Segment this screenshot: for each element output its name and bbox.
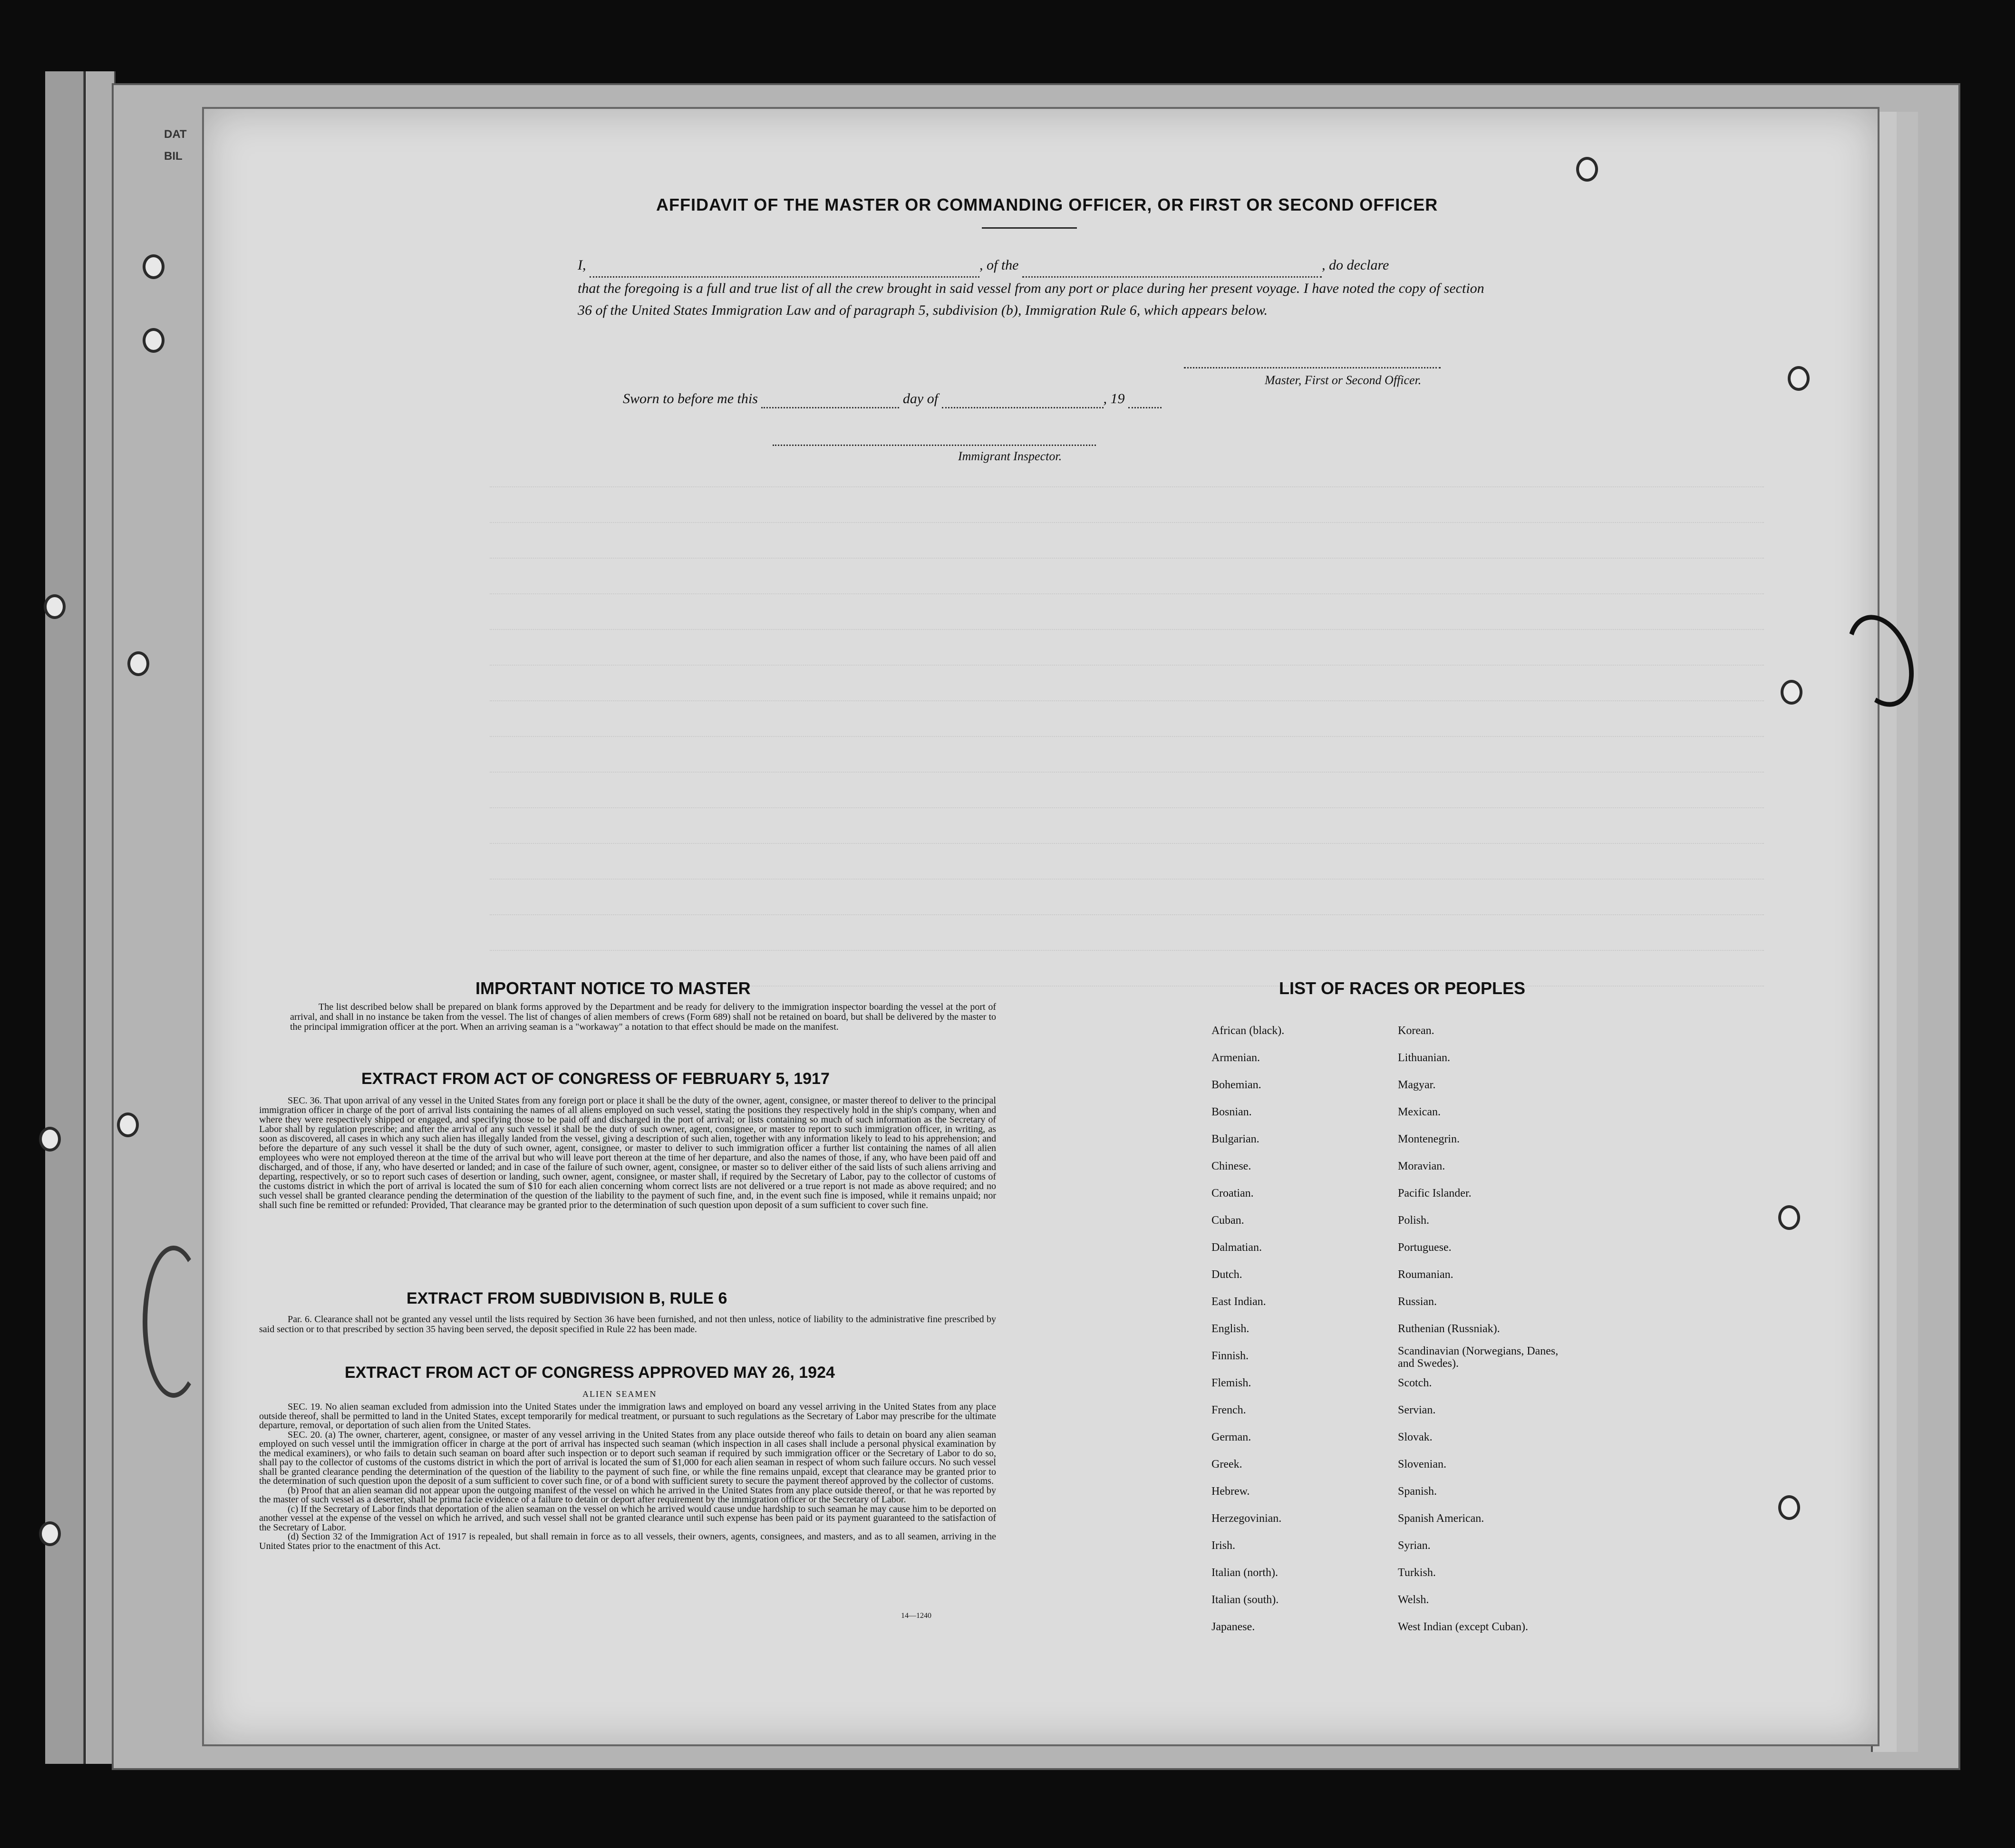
race-left-item: Armenian. <box>1211 1052 1260 1064</box>
master-signature-field[interactable] <box>1184 367 1441 368</box>
binder-hole-icon <box>143 254 165 279</box>
underlying-sheet-header: DAT BIL <box>164 128 187 163</box>
extract-1924-text <box>259 1403 996 1551</box>
race-left-item: Japanese. <box>1211 1621 1255 1633</box>
day-of-label: day of <box>902 391 939 406</box>
race-right-item: Slovak. <box>1398 1431 1433 1443</box>
of-the-label: , of the <box>979 257 1019 273</box>
race-right-item: Scandinavian (Norwegians, Danes, and Swedes). <box>1398 1345 1559 1370</box>
sec20c-paragraph: (c) If the Secretary of Labor finds that deportation of the alien seaman on the vessel on which he arrived would cause undue hardship to such seaman he may cause him to be deported on another vessel at the expense of the vessel on which he arrived, and such vessel shall not be granted clearance until such expense has been paid or its payment guaranteed to the satisfaction of the Secretary of Labor. <box>259 1503 996 1533</box>
race-right-item: Pacific Islander. <box>1398 1187 1472 1200</box>
title-rule <box>982 227 1077 229</box>
sec20a-paragraph: SEC. 20. (a) The owner, charterer, agent, consignee, or master of any vessel arriving in the United States from any place outside thereof who fails to detain on board any alien seaman employed on such vessel until the immigration officer in charge at the port of arrival has inspected such seaman (which inspection in all cases shall include a personal physical examination by the medical examiners), or who fails to detain such seaman on board after such inspection or to deport such seaman if required by such immigration officer or the Secretary of Labor to do so, shall pay to the collector of customs of the customs district in which the port of arrival is located the sum of $1,000 for each alien seaman in respect of whom such failure occurs. No such vessel shall be granted clearance pending the determination of the question of the liability to the payment of such fine, or while the fine remains unpaid, except that clearance may be granted prior to the determination of such question upon the deposit of a sum sufficient to cover such fine, or of a bond with sufficient surety to secure the payment thereof approved by the collector of customs. <box>259 1429 996 1486</box>
officer-name-field[interactable] <box>590 254 979 278</box>
race-left-item: Cuban. <box>1211 1214 1244 1227</box>
race-left-item: Italian (south). <box>1211 1594 1279 1606</box>
race-left-item: Herzegovinian. <box>1211 1512 1282 1525</box>
binder-hole-icon <box>1778 1205 1800 1230</box>
race-left-item: Dutch. <box>1211 1268 1242 1281</box>
master-signature-label: Master, First or Second Officer. <box>1265 373 1422 387</box>
binder-hole-icon <box>1576 157 1598 182</box>
binder-hole-icon <box>1778 1495 1800 1520</box>
races-title: LIST OF RACES OR PEOPLES <box>1279 978 1526 998</box>
binder-hole-icon <box>127 651 149 676</box>
race-left-item: English. <box>1211 1323 1250 1335</box>
binder-hole-icon <box>117 1113 139 1137</box>
race-right-item: Lithuanian. <box>1398 1052 1450 1064</box>
binder-hole-icon <box>39 1127 61 1151</box>
race-left-item: Bosnian. <box>1211 1106 1252 1118</box>
inspector-signature-field[interactable] <box>773 445 1096 446</box>
race-right-item: Welsh. <box>1398 1594 1429 1606</box>
affidavit-declaration <box>578 254 1486 321</box>
race-left-item: Hebrew. <box>1211 1485 1250 1498</box>
race-right-item: Servian. <box>1398 1404 1436 1416</box>
binder-hole-icon <box>1788 366 1810 391</box>
race-right-item: Spanish. <box>1398 1485 1437 1498</box>
affidavit-title: AFFIDAVIT OF THE MASTER OR COMMANDING OFFICER, OR FIRST OR SECOND OFFICER <box>656 195 1438 214</box>
race-right-item: Magyar. <box>1398 1079 1436 1091</box>
sec19-paragraph: SEC. 19. No alien seaman excluded from admission into the United States under the immigration laws and employed on board any vessel arriving in the United States from any place outside thereof, shall be permitted to land in the United States, except temporarily for medical treatment, or pursuant to such regulations as the Secretary of Labor may prescribe for the ultimate departure, removal, or deportation of such alien from the United States. <box>259 1402 996 1431</box>
sworn-statement-line <box>623 391 1162 408</box>
affidavit-first-line <box>578 254 1486 278</box>
left-page-edge-2 <box>86 71 116 1764</box>
alien-seamen-subtitle: ALIEN SEAMEN <box>582 1389 657 1399</box>
sworn-year-field[interactable] <box>1128 391 1162 408</box>
i-label: I, <box>578 257 586 273</box>
race-right-item: Turkish. <box>1398 1567 1436 1579</box>
affidavit-body-text: that the foregoing is a full and true list of all the crew brought in said vessel from any port or place during her present voyage. I have noted the copy of section 36 of the United States Immigration Law and of paragraph 5, subdivision (b), Immigration Rule 6, which appears below. <box>578 281 1484 318</box>
race-left-item: Bohemian. <box>1211 1079 1261 1091</box>
sworn-day-field[interactable] <box>761 391 899 408</box>
race-left-item: French. <box>1211 1404 1246 1416</box>
race-left-item: African (black). <box>1211 1025 1285 1037</box>
notice-title: IMPORTANT NOTICE TO MASTER <box>475 978 751 998</box>
race-left-item: Finnish. <box>1211 1350 1249 1362</box>
binder-hole-icon <box>39 1521 61 1546</box>
race-right-item: Syrian. <box>1398 1539 1431 1552</box>
race-right-item: Portuguese. <box>1398 1241 1452 1254</box>
sworn-month-field[interactable] <box>942 391 1104 408</box>
race-left-item: Greek. <box>1211 1458 1242 1471</box>
year-label: , 19 <box>1103 391 1125 406</box>
race-right-item: Montenegrin. <box>1398 1133 1460 1145</box>
race-right-item: Russian. <box>1398 1296 1437 1308</box>
sec20b-paragraph: (b) Proof that an alien seaman did not appear upon the outgoing manifest of the vessel on which he arrived in the United States from any place outside thereof, or that he was reported by the master of such vessel as a deserter, shall be prima facie evidence of a failure to detain or deport after requirement by the immigration officer or the Secretary of Labor. <box>259 1485 996 1505</box>
left-page-edge-1 <box>45 71 85 1764</box>
form-code: 14—1240 <box>901 1612 931 1620</box>
binder-hole-icon <box>143 328 165 353</box>
race-left-item: Irish. <box>1211 1539 1235 1552</box>
right-page-edge-2 <box>1895 112 1918 1752</box>
extract-1917-text: SEC. 36. That upon arrival of any vessel in the United States from any foreign port or place it shall be the duty of the owner, agent, consignee, or master thereof to deliver to the principal immigration officer in charge of the port of arrival lists containing the names of all aliens employed on such vessel, stating the positions they respectively hold in the ship's company, when and where they were respectively shipped or engaged, and specifying those to be paid off and discharged in the port of arrival; or lists containing so much of such information as the Secretary of Labor shall by regulation prescribe; and after the arrival of any such vessel it shall be the duty of such owner, agent, consignee, or master to report to such immigration officer, in writing, as soon as discovered, all cases in which any such alien has illegally landed from the vessel, giving a description of such alien, together with any information likely to lead to his apprehension; and before the departure of any such vessel it shall be the duty of such owner, agent, consignee, or master to deliver to such immigration officer a further list containing the names of all alien employees who were not employed thereon at the time of the arrival but who will leave port thereon at the time of her departure, and also the names of those, if any, who have been paid off and discharged, and of those, if any, who have deserted or landed; and in case of the failure of such owner, agent, consignee, or master so to deliver either of the said lists of such aliens arriving and departing, respectively, or so to report such cases of desertion or landing, such owner, agent, consignee, or master shall, if required by the Secretary of Labor, pay to the collector of customs of the customs district in which the port of arrival is located the sum of $10 for each alien concerning whom correct lists are not delivered or a true report is not made as above required; and no such vessel shall be granted clearance pending the determination of the question of the liability to the payment of such fine, and, in the event such fine is imposed, while it remains unpaid; nor shall such fine be remitted or refunded: Provided, That clearance may be granted prior to the determination of such question upon deposit of a sum sufficient to cover such fine. <box>259 1095 996 1210</box>
race-left-item: German. <box>1211 1431 1251 1443</box>
vessel-name-field[interactable] <box>1022 254 1322 278</box>
do-declare-label: , do declare <box>1322 257 1389 273</box>
race-right-item: Moravian. <box>1398 1160 1445 1172</box>
race-right-item: West Indian (except Cuban). <box>1398 1621 1528 1633</box>
race-left-item: Flemish. <box>1211 1377 1251 1389</box>
race-right-item: Spanish American. <box>1398 1512 1484 1525</box>
race-right-item: Mexican. <box>1398 1106 1441 1118</box>
race-right-item: Scotch. <box>1398 1377 1432 1389</box>
race-left-item: East Indian. <box>1211 1296 1266 1308</box>
race-left-item: Bulgarian. <box>1211 1133 1259 1145</box>
binder-hole-icon <box>44 594 66 619</box>
inspector-label: Immigrant Inspector. <box>958 449 1062 463</box>
race-right-item: Polish. <box>1398 1214 1430 1227</box>
sworn-label: Sworn to before me this <box>623 391 758 406</box>
extract-rule6-title: EXTRACT FROM SUBDIVISION B, RULE 6 <box>407 1289 727 1307</box>
race-right-item: Ruthenian (Russniak). <box>1398 1323 1500 1335</box>
extract-1917-title: EXTRACT FROM ACT OF CONGRESS OF FEBRUARY 5, 1917 <box>361 1070 830 1088</box>
extract-rule6-text: Par. 6. Clearance shall not be granted any vessel until the lists required by Section 36 have been furnished, and not then unless, notice of liability to the administrative fine prescribed by said section or to that prescribed by section 35 having been served, the deposit specified in Rule 22 has been made. <box>259 1314 996 1335</box>
notice-text: The list described below shall be prepared on blank forms approved by the Department and be ready for delivery to the immigration inspector boarding the vessel at the port of arrival, and shall in no instance be taken from the vessel. The list of changes of alien members of crews (Form 689) shall not be retained on board, but shall be delivered by the master to the principal immigration officer at the port. When an arriving seaman is a "workaway" a notation to that effect should be made on the manifest. <box>290 1002 996 1032</box>
extract-1924-title: EXTRACT FROM ACT OF CONGRESS APPROVED MAY 26, 1924 <box>345 1364 835 1382</box>
race-right-item: Slovenian. <box>1398 1458 1446 1471</box>
binder-hole-icon <box>1781 680 1802 705</box>
sec20d-paragraph: (d) Section 32 of the Immigration Act of 1917 is repealed, but shall remain in force as to all vessels, their owners, agents, consignees, and masters, and as to all seamen, arriving in the United States prior to the enactment of this Act. <box>259 1531 996 1551</box>
race-left-item: Chinese. <box>1211 1160 1251 1172</box>
race-right-item: Korean. <box>1398 1025 1434 1037</box>
race-left-item: Croatian. <box>1211 1187 1254 1200</box>
bleed-through-crew-list <box>490 452 1764 975</box>
race-right-item: Roumanian. <box>1398 1268 1453 1281</box>
race-left-item: Dalmatian. <box>1211 1241 1262 1254</box>
race-left-item: Italian (north). <box>1211 1567 1278 1579</box>
pencil-scribble-mark <box>143 1246 204 1398</box>
